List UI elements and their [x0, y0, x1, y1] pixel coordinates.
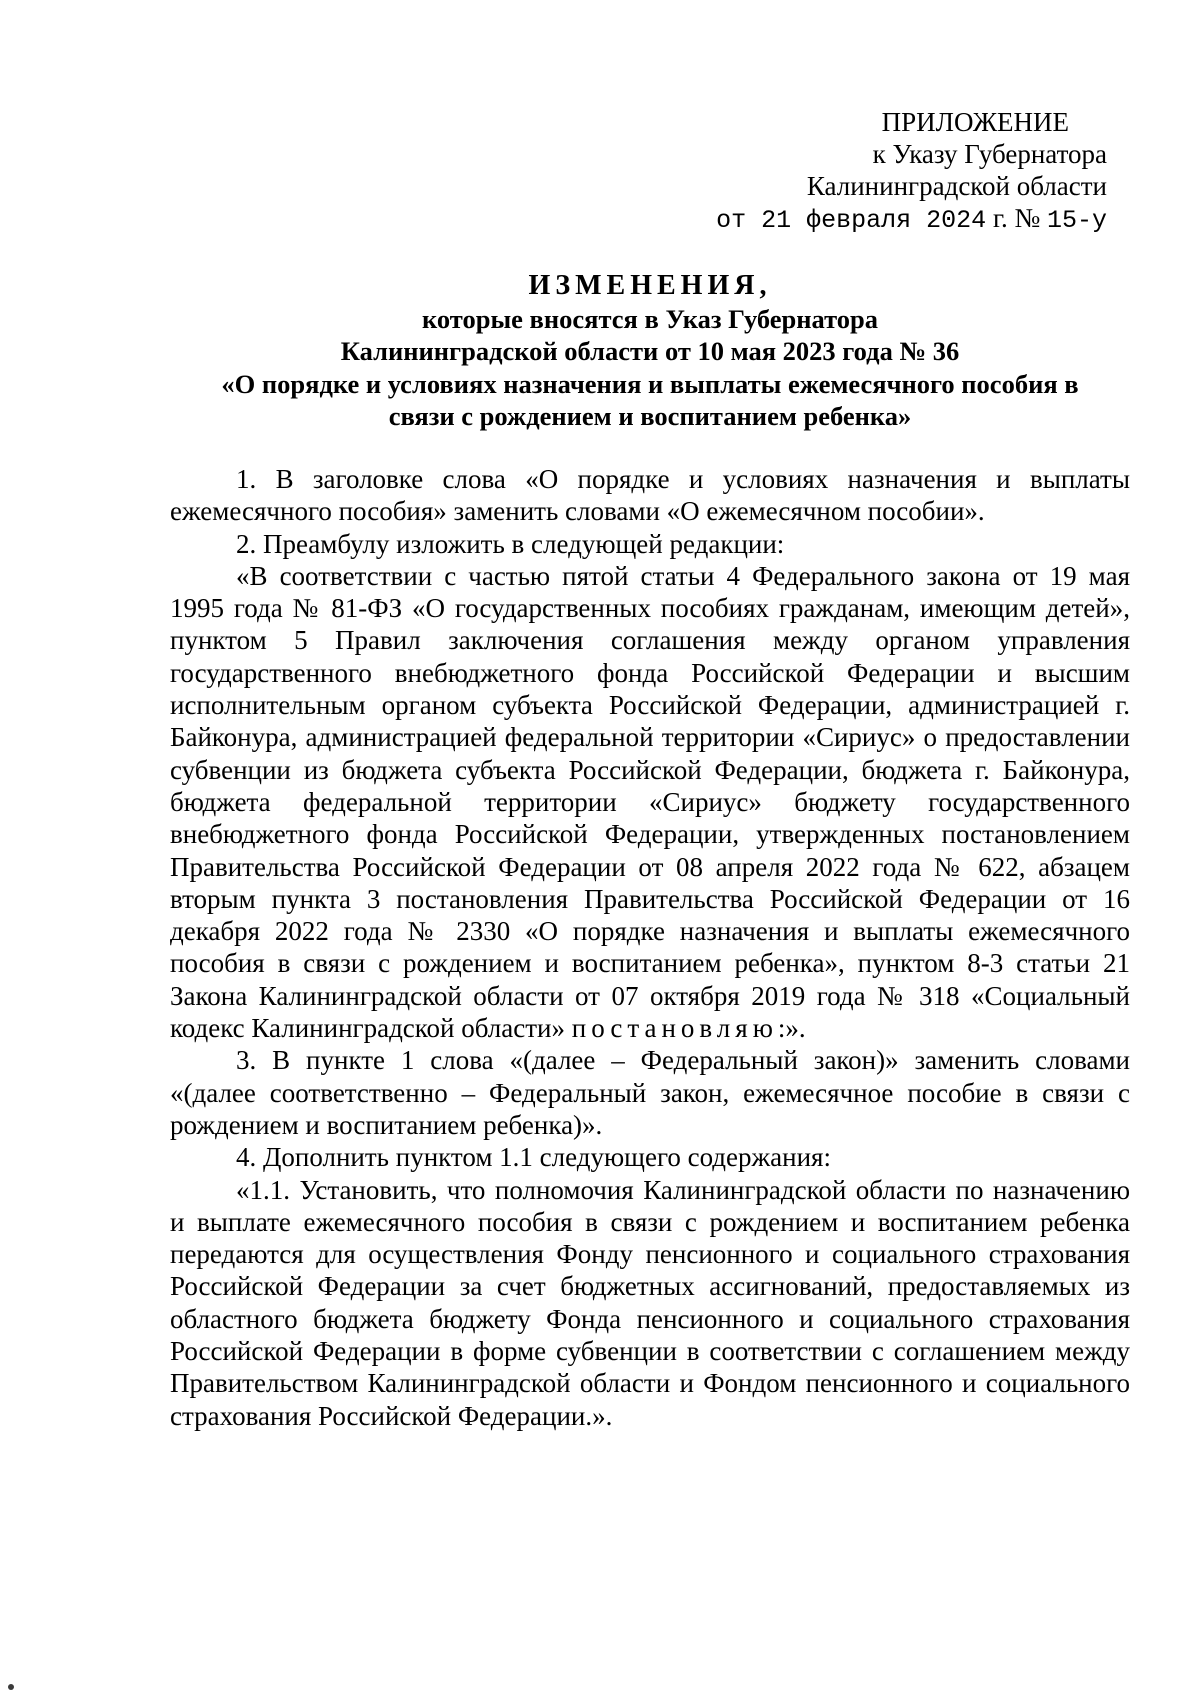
paragraph-5: 4. Дополнить пунктом 1.1 следующего содержания: — [236, 1142, 831, 1173]
scan-dot — [8, 1684, 14, 1690]
paragraph-1: 1. В заголовке слова «О порядке и условиях назначения и выплаты ежемесячного пособия» заменить словами «О ежемесячном пособии». — [170, 464, 1130, 527]
appendix-date: от 21 февраля 2024 — [716, 206, 987, 235]
paragraph-2: 2. Преамбулу изложить в следующей редакции: — [236, 528, 785, 559]
appendix-header — [687, 106, 1107, 237]
appendix-line-region: Калининградской области — [806, 171, 1107, 201]
paragraph-3-preamble — [170, 560, 1130, 1044]
title-line-2: Калининградской области от 10 мая 2023 года № 36 — [340, 336, 960, 366]
title-line-4: связи с рождением и воспитанием ребенка» — [388, 401, 912, 431]
appendix-heading: ПРИЛОЖЕНИЕ — [881, 107, 1069, 137]
preamble-text: «В соответствии с частью пятой статьи 4 Федерального закона от 19 мая 1995 года № 81-ФЗ «О государственных пособиях гражданам, имеющим детей», пунктом 5 Правил заключения соглашения между органом управления государственного внебюджетного фонда Российской Федерации и высшим исполнительным органом субъекта Российской Федерации, администрацией г. Байконура, администрацией федеральной территории «Сириус» о предоставлении субвенции из бюджета субъекта Российской Федерации, бюджета г. Байконура, бюджета федеральной территории «Сириус» бюджету государственного внебюджетного фонда Российской Федерации, утвержденных постановлением Правительства Российской Федерации от 08 апреля 2022 года № 622, абзацем вторым пункта 3 постановления Правительства Российской Федерации от 16 декабря 2022 года № 2330 «О порядке назначения и выплаты ежемесячного пособия в связи с рождением и воспитанием ребенка», пунктом 8-3 статьи 21 Закона Калининградской области от 07 октября 2019 года № 318 «Социальный кодекс Калининградской области» — [170, 560, 1130, 1044]
document-title-block — [170, 270, 1130, 433]
paragraph-4: 3. В пункте 1 слова «(далее – Федеральный закон)» заменить словами «(далее соответственно – Федеральный закон, ежемесячное пособие в связи с рождением и воспитанием ребенка)». — [170, 1045, 1130, 1140]
paragraph-6: «1.1. Установить, что полномочия Калининградской области по назначению и выплате ежемесячного пособия в связи с рождением и воспитанием ребенка передаются для осуществления Фонду пенсионного и социального страхования Российской Федерации за счет бюджетных ассигнований, предоставляемых из областного бюджета бюджету Фонда пенсионного и социального страхования Российской Федерации в форме субвенции в соответствии с соглашением между Правительством Калининградской области и Фондом пенсионного и социального страхования Российской Федерации.». — [170, 1174, 1130, 1431]
title-line-1: которые вносятся в Указ Губернатора — [421, 303, 879, 334]
document-title: ИЗМЕНЕНИЯ, — [528, 270, 772, 301]
document-body — [170, 463, 1130, 1432]
title-line-3: «О порядке и условиях назначения и выплаты ежемесячного пособия в — [221, 368, 1079, 399]
appendix-number: 15-у — [1046, 206, 1107, 235]
appendix-date-separator: г. № — [986, 203, 1047, 233]
preamble-decree-word: постановляю — [571, 1013, 778, 1044]
appendix-date-line — [687, 202, 1107, 237]
appendix-line-decree: к Указу Губернатора — [872, 139, 1107, 169]
preamble-ending: :». — [777, 1013, 806, 1044]
